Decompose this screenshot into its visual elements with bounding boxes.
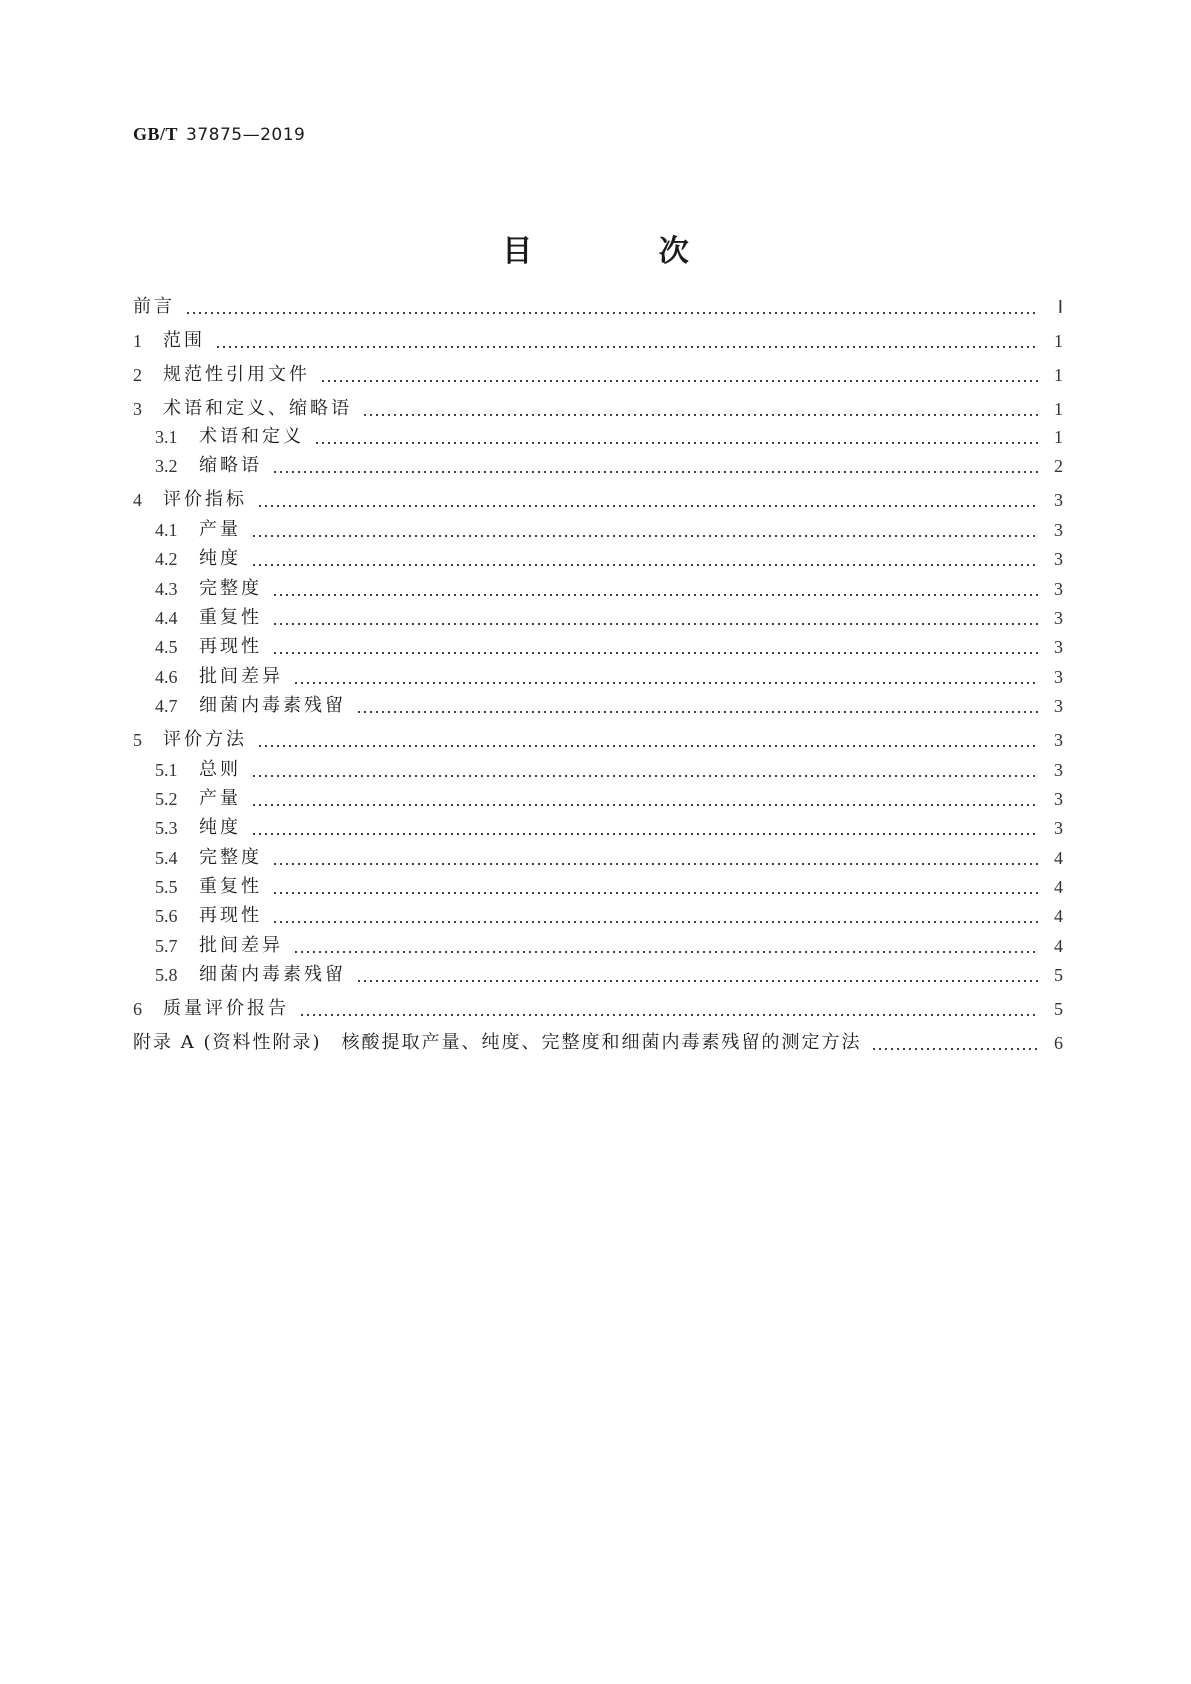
toc-leader-dots: [293, 934, 1039, 958]
toc-leader-dots: [272, 454, 1039, 478]
toc-entry-label: 总则: [199, 759, 241, 780]
toc-entry[interactable]: [133, 425, 1063, 449]
toc-entry-number: 1: [133, 331, 142, 351]
toc-leader-dots: [293, 665, 1039, 689]
toc-entry-label: 细菌内毒素残留: [199, 964, 346, 985]
toc-entry-label: 重复性: [199, 876, 262, 897]
toc-entry-page: 1: [1054, 331, 1063, 351]
toc-entry[interactable]: [133, 728, 1063, 752]
toc-leader-dots: [356, 963, 1039, 987]
toc-entry-number: 4.5: [155, 637, 178, 657]
toc-leader-dots: [272, 846, 1039, 870]
toc-entry[interactable]: [133, 665, 1063, 689]
toc-leader-dots: [272, 606, 1039, 630]
toc-entry-label: 质量评价报告: [163, 998, 289, 1019]
toc-entry-label: 再现性: [199, 905, 262, 926]
toc-entry[interactable]: [133, 787, 1063, 811]
toc-entry-page: 3: [1054, 608, 1063, 628]
toc-entry-page: 3: [1054, 490, 1063, 510]
toc-entry-label: 缩略语: [199, 455, 262, 476]
toc-entry-page: 1: [1054, 427, 1063, 447]
toc-entry-page: 3: [1054, 730, 1063, 750]
toc-entry-label: 纯度: [199, 548, 241, 569]
toc-entry[interactable]: [133, 295, 1063, 319]
toc-entry-number: 5.7: [155, 936, 178, 956]
toc-entry-number: 6: [133, 999, 142, 1019]
toc-entry-label: 细菌内毒素残留: [199, 695, 346, 716]
toc-entry-number: 4.4: [155, 608, 178, 628]
toc-leader-dots: [185, 295, 1039, 319]
toc-leader-dots: [320, 363, 1039, 387]
toc-entry[interactable]: [133, 904, 1063, 928]
toc-entry-page: 6: [1054, 1033, 1063, 1053]
toc-leader-dots: [272, 875, 1039, 899]
toc-entry-label: 批间差异: [199, 666, 283, 687]
toc-entry-label: 前言: [133, 296, 175, 317]
toc-entry-page: 3: [1054, 818, 1063, 838]
toc-entry[interactable]: [133, 694, 1063, 718]
toc-entry[interactable]: [133, 816, 1063, 840]
toc-entry-label: 再现性: [199, 636, 262, 657]
toc-entry-number: 5.3: [155, 818, 178, 838]
toc-entry-label: 纯度: [199, 817, 241, 838]
toc-entry-label: 范围: [163, 330, 205, 351]
toc-entry-label: 重复性: [199, 607, 262, 628]
toc-entry-page: 4: [1054, 936, 1063, 956]
toc-entry-label: 术语和定义、缩略语: [163, 398, 352, 419]
toc-entry[interactable]: [133, 1031, 1063, 1055]
toc-entry-number: 5.4: [155, 848, 178, 868]
toc-entry-number: 2: [133, 365, 142, 385]
toc-leader-dots: [871, 1031, 1039, 1055]
toc-entry-number: 5.6: [155, 906, 178, 926]
toc-entry-number: 4.1: [155, 520, 178, 540]
standard-number: 37875—2019: [186, 125, 306, 145]
toc-entry[interactable]: [133, 397, 1063, 421]
toc-entry-number: 3.1: [155, 427, 178, 447]
toc-entry-page: 3: [1054, 637, 1063, 657]
toc-leader-dots: [314, 425, 1039, 449]
toc-entry[interactable]: [133, 997, 1063, 1021]
toc-entry-number: 5: [133, 730, 142, 750]
toc-entry-number: 5.2: [155, 789, 178, 809]
toc-entry[interactable]: [133, 577, 1063, 601]
toc-entry[interactable]: [133, 363, 1063, 387]
toc-entry[interactable]: [133, 547, 1063, 571]
standard-code: [133, 124, 305, 145]
toc-entry-number: 4.3: [155, 579, 178, 599]
toc-entry-page: 3: [1054, 789, 1063, 809]
toc-entry-page: 4: [1054, 877, 1063, 897]
toc-entry-page: 3: [1054, 549, 1063, 569]
toc-leader-dots: [272, 635, 1039, 659]
toc-entry-page: 3: [1054, 696, 1063, 716]
toc-entry-number: 4.7: [155, 696, 178, 716]
toc-entry-label: 完整度: [199, 847, 262, 868]
toc-entry-label: 产量: [199, 519, 241, 540]
toc-entry-number: 3.2: [155, 456, 178, 476]
toc-entry-page: 5: [1054, 999, 1063, 1019]
toc-entry-number: 3: [133, 399, 142, 419]
toc-leader-dots: [251, 547, 1039, 571]
toc-entry[interactable]: [133, 875, 1063, 899]
toc-entry[interactable]: [133, 606, 1063, 630]
page-title: 目 次: [502, 234, 747, 269]
toc-leader-dots: [251, 518, 1039, 542]
toc-leader-dots: [356, 694, 1039, 718]
toc-entry-page: Ⅰ: [1057, 297, 1063, 317]
toc-entry-number: 4: [133, 490, 142, 510]
toc-entry-page: 5: [1054, 965, 1063, 985]
toc-entry[interactable]: [133, 635, 1063, 659]
toc-leader-dots: [257, 488, 1039, 512]
toc-entry-number: 5.1: [155, 760, 178, 780]
toc-entry-number: 4.2: [155, 549, 178, 569]
toc-entry-label: 术语和定义: [199, 426, 304, 447]
toc-entry-page: 3: [1054, 760, 1063, 780]
toc-entry[interactable]: [133, 846, 1063, 870]
toc-entry-page: 1: [1054, 365, 1063, 385]
toc-leader-dots: [251, 758, 1039, 782]
toc-entry[interactable]: [133, 488, 1063, 512]
toc-entry-label: 产量: [199, 788, 241, 809]
toc-entry-page: 2: [1054, 456, 1063, 476]
toc-entry[interactable]: [133, 758, 1063, 782]
toc-entry[interactable]: [133, 454, 1063, 478]
toc-entry-label: 完整度: [199, 578, 262, 599]
toc-entry-label: 评价方法: [163, 729, 247, 750]
toc-entry-number: 5.5: [155, 877, 178, 897]
toc-entry-label: 附录 A (资料性附录) 核酸提取产量、纯度、完整度和细菌内毒素残留的测定方法: [133, 1032, 862, 1053]
toc-entry-page: 1: [1054, 399, 1063, 419]
toc-leader-dots: [257, 728, 1039, 752]
toc-entry[interactable]: [133, 934, 1063, 958]
toc-entry[interactable]: [133, 963, 1063, 987]
standard-prefix: GB/T: [133, 124, 179, 144]
toc-entry-page: 3: [1054, 520, 1063, 540]
toc-entry-page: 3: [1054, 579, 1063, 599]
toc-leader-dots: [299, 997, 1039, 1021]
toc-leader-dots: [272, 577, 1039, 601]
toc-entry-page: 4: [1054, 848, 1063, 868]
toc-entry[interactable]: [133, 329, 1063, 353]
toc-entry-label: 规范性引用文件: [163, 364, 310, 385]
toc-entry-page: 3: [1054, 667, 1063, 687]
toc-entry-page: 4: [1054, 906, 1063, 926]
toc-leader-dots: [362, 397, 1039, 421]
toc-entry-number: 4.6: [155, 667, 178, 687]
toc-entry-label: 评价指标: [163, 489, 247, 510]
toc-entry-label: 批间差异: [199, 935, 283, 956]
toc-leader-dots: [251, 787, 1039, 811]
toc-entry[interactable]: [133, 518, 1063, 542]
toc-leader-dots: [215, 329, 1039, 353]
toc-leader-dots: [272, 904, 1039, 928]
toc-leader-dots: [251, 816, 1039, 840]
toc-entry-number: 5.8: [155, 965, 178, 985]
